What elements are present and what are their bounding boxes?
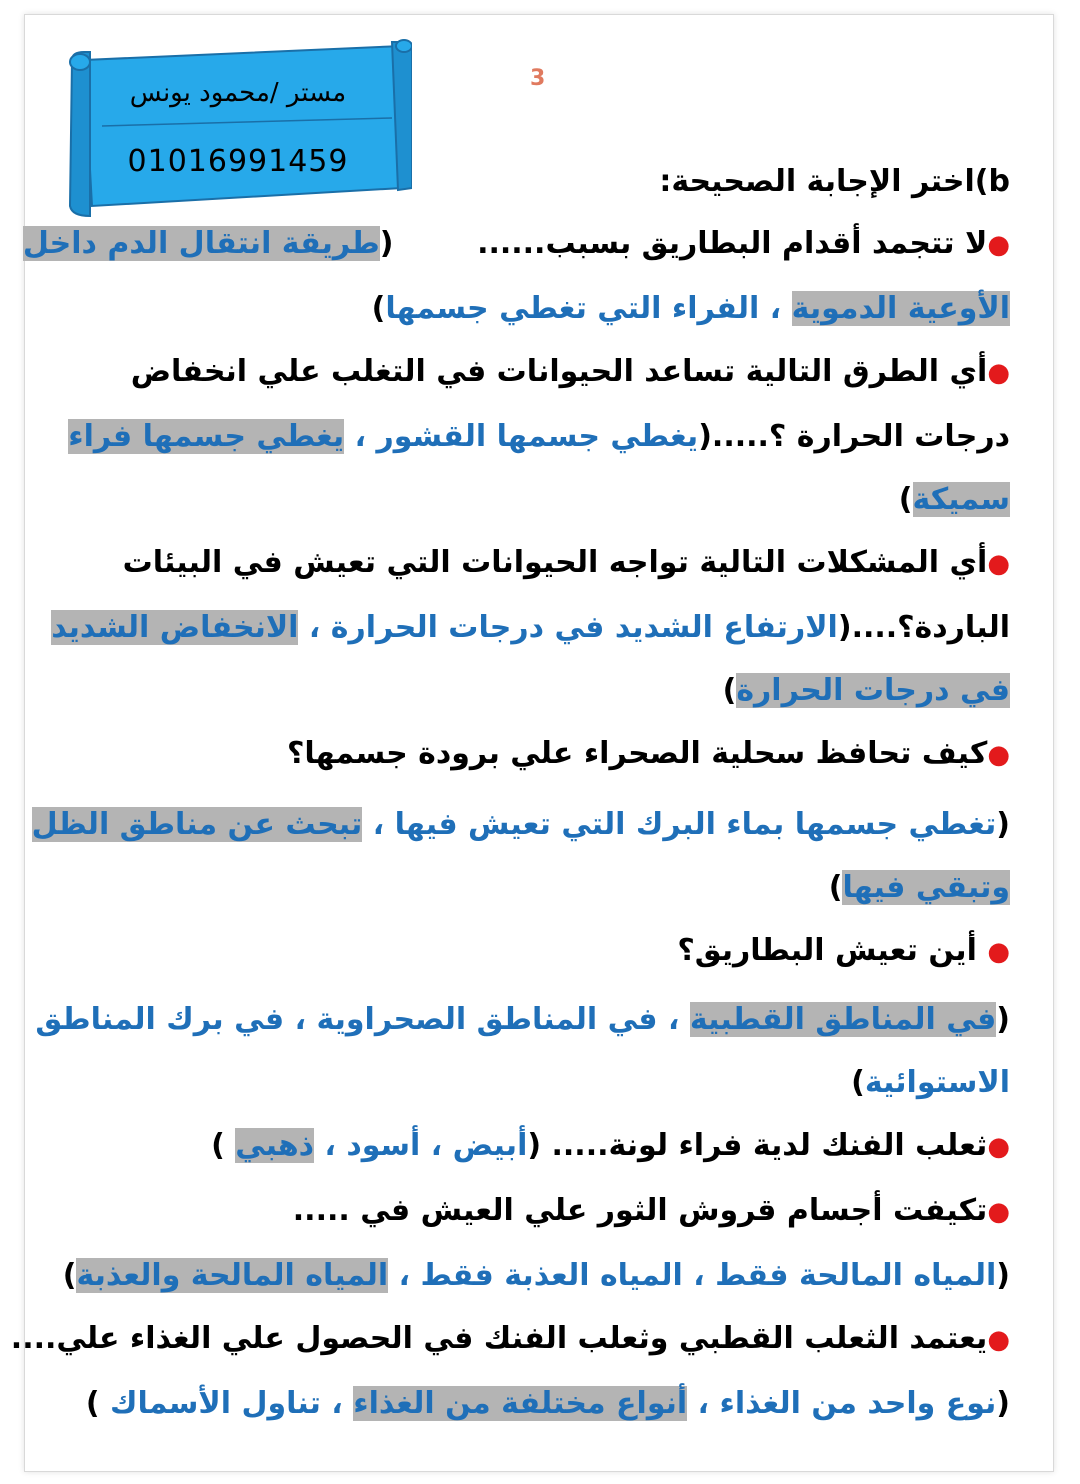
question-8-stem: يعتمد الثعلب القطبي وثعلب الفنك في الحصول علي الغذاء علي.... [10,1321,988,1356]
question-4-line-2: (تغطي جسمها بماء البرك التي تعيش فيها ، تبحث عن مناطق الظل [31,807,1010,842]
question-7-line-1 [70,1179,1010,1244]
question-5-line-3: الاستوائية) [851,1065,1010,1100]
question-7-stem: تكيفت أجسام قروش الثور علي العيش في ..... [292,1193,988,1228]
question-1-line-2: الأوعية الدموية ، الفراء التي تغطي جسمها) [371,291,1010,326]
question-4-stem: كيف تحافظ سحلية الصحراء علي برودة جسمها؟ [286,736,988,771]
bullet: ● [987,358,1010,388]
teacher-name: مستر /محمود يونس [129,78,347,108]
question-8-line-2: (نوع واحد من الغذاء ، أنواع مختلفة من الغذاء ، تناول الأسماك ) [85,1386,1010,1421]
question-3-line-2: الباردة؟....(الارتفاع الشديد في درجات الحرارة ، الانخفاض الشديد [51,610,1010,645]
question-6-option-2: أسود [346,1128,421,1163]
bullet: ● [987,1325,1010,1355]
question-6-option-1: أبيض [452,1128,528,1163]
question-5-stem: أين تعيش البطاريق؟ [677,933,988,968]
question-5-line-2: (في المناطق القطبية ، في المناطق الصحراوية ، في برك المناطق [35,1002,1010,1037]
section-heading [70,152,1010,212]
question-8-line-1 [10,1307,1010,1372]
question-2-option-2: يغطي جسمها فراء [68,419,345,454]
question-2-line-1 [70,340,1010,405]
question-4-option-2-cont: وتبقي فيها [842,870,1010,905]
question-4-option-1: تغطي جسمها بماء البرك التي تعيش فيها [394,807,997,842]
question-4-line-1 [70,722,1010,787]
teacher-phone: 01016991459 [127,144,349,179]
worksheet-content [10,148,1010,1435]
question-8-option-2: أنواع مختلفة من الغذاء [353,1386,688,1421]
question-2-option-1: يغطي جسمها القشور [376,419,699,454]
question-6-option-3: ذهبي [235,1128,315,1163]
question-3-stem: أي المشكلات التالية تواجه الحيوانات التي تعيش في البيئات [122,545,988,580]
question-2-stem: أي الطرق التالية تساعد الحيوانات في التغلب علي انخفاض [130,354,988,389]
question-6-line-1: ●ثعلب الفنك لدية فراء لونة..... (أبيض ، أسود ، ذهبي ) [211,1128,1010,1163]
question-5-option-1: في المناطق القطبية [689,1002,997,1037]
question-8-option-1: نوع واحد من الغذاء [719,1386,997,1421]
question-1-stem: لا تتجمد أقدام البطاريق بسبب...... [477,226,988,261]
question-4-line-3: وتبقي فيها) [828,870,1010,905]
question-1-line-1: ●لا تتجمد أقدام البطاريق بسبب...... (طريقة انتقال الدم داخل [22,226,1010,261]
question-1-option-1: طريقة انتقال الدم داخل [22,226,380,261]
bullet: ● [987,1197,1010,1227]
question-5-option-3-cont: الاستوائية [864,1065,1010,1100]
question-3-option-1: الارتفاع الشديد في درجات الحرارة [330,610,838,645]
question-7-option-1: المياه المالحة فقط [715,1258,997,1293]
question-8-option-3: تناول الأسماك [110,1386,321,1421]
question-7-option-2: المياه العذبة فقط [420,1258,683,1293]
question-7-option-3: المياه المالحة والعذبة [76,1258,389,1293]
bullet: ● [987,1132,1010,1162]
question-1-option-1-cont: الأوعية الدموية [791,291,1010,326]
bullet: ● [987,937,1010,967]
question-4-option-2: تبحث عن مناطق الظل [31,807,363,842]
question-5-option-3: في برك المناطق [35,1002,285,1037]
bullet: ● [987,230,1010,260]
question-3-option-2-cont: في درجات الحرارة [736,673,1010,708]
question-1-option-2: الفراء التي تغطي جسمها [385,291,760,326]
question-3-line-1 [70,531,1010,596]
question-5-option-2: في المناطق الصحراوية [316,1002,658,1037]
question-3-line-3: في درجات الحرارة) [722,673,1010,708]
section-title: اختر الإجابة الصحيحة: [659,164,975,199]
question-7-line-2: (المياه المالحة فقط ، المياه العذبة فقط ، المياه المالحة والعذبة) [62,1258,1010,1293]
question-2-line-2: درجات الحرارة ؟.....(يغطي جسمها القشور ، يغطي جسمها فراء [68,419,1010,454]
page-number: 3 [530,66,546,91]
section-paren: ) [974,164,989,199]
question-2-option-2-cont: سميكة [912,482,1010,517]
question-2-line-3: سميكة) [898,482,1010,517]
question-3-option-2: الانخفاض الشديد [51,610,299,645]
section-letter: b [988,164,1010,199]
bullet: ● [987,549,1010,579]
bullet: ● [987,740,1010,770]
question-5-line-1 [70,919,1010,984]
question-6-stem: ثعلب الفنك لدية فراء لونة..... ( [527,1128,988,1163]
